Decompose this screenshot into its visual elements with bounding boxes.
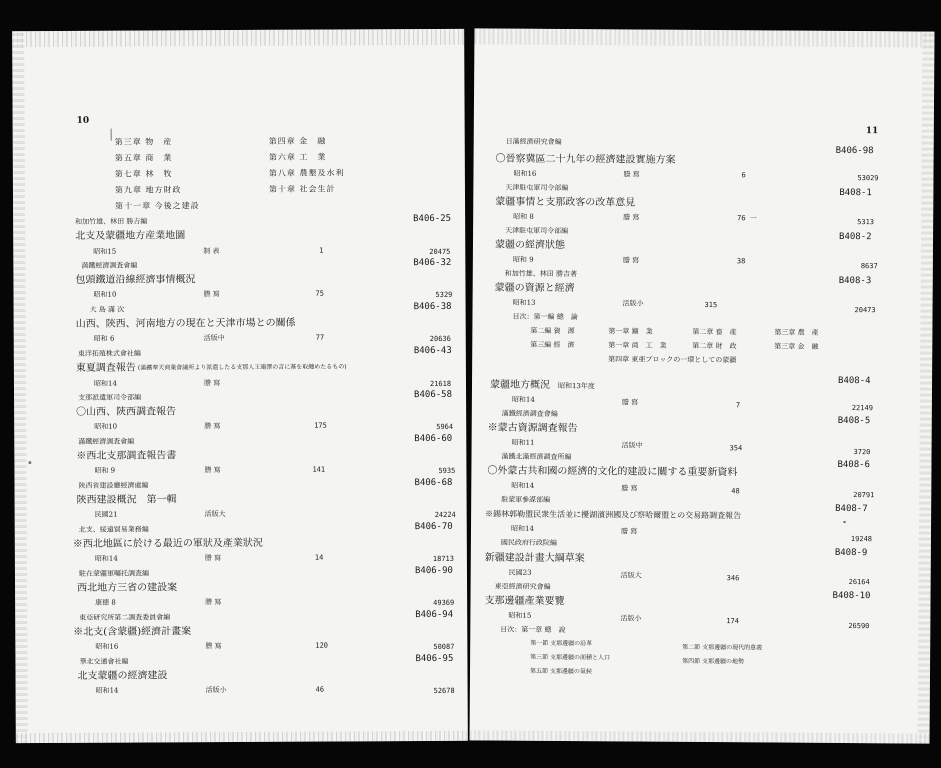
entry-number: 52678 bbox=[433, 686, 455, 695]
catalog-code: B408-9 bbox=[834, 547, 868, 559]
toc-item: 第三章 金 融 bbox=[774, 342, 819, 351]
toc-label: 目次：第一編 總 論 bbox=[512, 312, 578, 322]
toc-item: 第一章 商 工 業 bbox=[608, 341, 667, 350]
entry-note: (滿鐵奉天商業會議所より派遣したる支那人王連澤の言に基を取纏めたるもの) bbox=[137, 363, 347, 372]
entry-pages: 354 bbox=[729, 444, 743, 453]
chapter-item: 第六章 工 業 bbox=[268, 152, 327, 162]
entry-pages: 76 一 bbox=[737, 214, 757, 223]
right-page bbox=[470, 28, 935, 743]
entry-title: 新疆建設計畫大綱草案 bbox=[484, 552, 585, 565]
publisher: 陝西省建設廳經濟處編 bbox=[78, 481, 149, 490]
toc-item: 第二編 資 源 bbox=[530, 326, 575, 336]
toc-item: 第一節 支那邊疆の沿革 bbox=[530, 639, 593, 648]
publisher: 支那派遣軍司令部編 bbox=[78, 393, 142, 402]
publisher: 東亞經濟研究會編 bbox=[494, 582, 551, 591]
entry-title: 包頭鐵道沿線經濟事情概況 bbox=[75, 274, 196, 286]
entry-number: 20475 bbox=[429, 247, 451, 257]
entry-number: 5964 bbox=[436, 422, 454, 431]
catalog-code: B408-6 bbox=[837, 459, 871, 471]
entry-pages: 77 bbox=[315, 333, 325, 342]
catalog-code: B408-5 bbox=[837, 415, 871, 427]
entry-year: 昭和14 bbox=[511, 395, 535, 404]
entry-number: 19248 bbox=[850, 535, 873, 544]
entry-number: 53029 bbox=[857, 174, 879, 183]
entry-year: 昭和14 bbox=[510, 524, 534, 533]
catalog-code: B406-25 bbox=[413, 213, 452, 225]
scan-noise-top bbox=[474, 28, 934, 47]
entry-format: 謄 寫 bbox=[205, 642, 222, 651]
publisher: 東亞研究所第二調査委員會編 bbox=[79, 613, 171, 622]
catalog-code: B406-98 bbox=[835, 145, 874, 157]
publisher: 和加竹雄、林田 勝吉著 bbox=[504, 269, 578, 279]
entry-title: 西北地方三省の建設案 bbox=[77, 582, 178, 594]
entry-number: 20473 bbox=[854, 306, 876, 315]
entry-year: 昭和 9 bbox=[94, 466, 116, 475]
entry-number: 26164 bbox=[848, 578, 870, 587]
publisher: 駐在蒙疆軍囑托調査編 bbox=[78, 569, 150, 578]
entry-year: 昭和14 bbox=[95, 686, 119, 695]
entry-title: 蒙疆の資源と經濟 bbox=[494, 282, 575, 295]
left-page bbox=[12, 29, 468, 743]
entry-year: 昭和 9 bbox=[512, 255, 534, 264]
catalog-code: B406-70 bbox=[414, 521, 453, 533]
entry-number: 49369 bbox=[433, 598, 455, 607]
entry-number: 22149 bbox=[851, 404, 873, 413]
publisher: 滿鐵北滿經濟調査所編 bbox=[501, 452, 572, 462]
chapter-item: 第十一章 今後之建設 bbox=[115, 201, 200, 211]
toc-item: 第二章 畜 產 bbox=[692, 327, 737, 337]
entry-year: 康德 8 bbox=[95, 598, 116, 607]
catalog-code: B408-7 bbox=[835, 503, 868, 515]
publisher: 天津駐屯軍司令部編 bbox=[505, 183, 569, 193]
catalog-code: B406-32 bbox=[413, 257, 452, 269]
catalog-code: B406-38 bbox=[413, 301, 452, 313]
entry-pages: 14 bbox=[314, 553, 324, 562]
entry-year: 昭和16 bbox=[513, 169, 537, 178]
entry-year: 昭和14 bbox=[511, 481, 535, 490]
page-number: 10 bbox=[76, 115, 90, 126]
entry-pages: 48 bbox=[731, 487, 740, 496]
entry-title: 北支及蒙疆地方産業地圖 bbox=[75, 230, 186, 242]
entry-title: 蒙疆地方概況 bbox=[489, 379, 551, 391]
catalog-code: B406-60 bbox=[414, 433, 453, 445]
entry-title: 陝西建設概況 第一輯 bbox=[76, 494, 177, 506]
entry-number: 8637 bbox=[860, 262, 878, 271]
entry-pages: 141 bbox=[312, 465, 326, 474]
entry-number: 3720 bbox=[853, 448, 871, 457]
chapter-item: 第七章 林 牧 bbox=[114, 169, 173, 179]
entry-pages: 174 bbox=[726, 617, 740, 626]
entry-year: 昭和16 bbox=[95, 642, 119, 651]
publisher: 和加竹雄、林田 勝吉編 bbox=[75, 217, 148, 226]
entry-title: 〇山西、陝西調査報告 bbox=[76, 406, 177, 418]
entry-format: 謄 寫 bbox=[621, 484, 638, 493]
entry-pages: 7 bbox=[735, 401, 741, 410]
publisher: 大 島 滿 次 bbox=[89, 305, 125, 314]
publisher: 満鐵經濟調査會編 bbox=[81, 261, 138, 270]
chapter-item: 第五章 商 業 bbox=[114, 153, 173, 163]
scan-noise-side bbox=[12, 31, 28, 743]
entry-year: 昭和15 bbox=[508, 611, 532, 620]
entry-year: 昭和14 bbox=[93, 379, 117, 388]
catalog-code: B406-90 bbox=[414, 565, 453, 577]
publisher: 駐蒙軍參謀部編 bbox=[501, 495, 551, 504]
entry-title: 蒙疆事情と支那政客の改革意見 bbox=[495, 196, 636, 209]
entry-format: 謄 寫 bbox=[204, 422, 221, 431]
entry-format: 謄 寫 bbox=[203, 379, 221, 388]
entry-number: 26590 bbox=[848, 622, 870, 631]
entry-format: 謄 寫 bbox=[622, 256, 640, 265]
entry-title: ※蒙古資源調査報告 bbox=[487, 422, 578, 435]
entry-pages: 120 bbox=[315, 641, 329, 650]
entry-title: 東夏調査報告 bbox=[75, 362, 136, 374]
entry-format: 謄 寫 bbox=[204, 466, 221, 475]
catalog-code: B406-68 bbox=[414, 477, 453, 489]
entry-year: 昭和13 bbox=[512, 298, 536, 307]
entry-year: 昭和11 bbox=[511, 438, 535, 447]
toc-item: 第四節 支那邊疆の地勢 bbox=[682, 657, 745, 666]
entry-pages: 1 bbox=[319, 246, 324, 255]
entry-year: 昭和10 bbox=[94, 422, 118, 431]
entry-format: 謄 寫 bbox=[621, 398, 639, 407]
entry-number: 24224 bbox=[434, 510, 456, 519]
entry-pages: 175 bbox=[314, 421, 327, 430]
scan-speck bbox=[28, 461, 31, 464]
entry-number: 5935 bbox=[438, 466, 456, 475]
toc-item: 第三編 經 濟 bbox=[530, 340, 575, 350]
entry-year: 民國23 bbox=[508, 568, 532, 577]
entry-pages: 6 bbox=[741, 171, 746, 180]
entry-number: 18713 bbox=[432, 554, 455, 563]
entry-number: 50087 bbox=[433, 642, 455, 651]
toc-item: 第一章 鑛 業 bbox=[608, 327, 653, 336]
entry-title: 蒙疆の經濟狀態 bbox=[494, 239, 566, 252]
entry-number: 21618 bbox=[429, 379, 452, 389]
entry-format: 謄 寫 bbox=[623, 213, 640, 222]
publisher: 國民政府行政院編 bbox=[500, 538, 557, 547]
catalog-code: B408-2 bbox=[839, 231, 872, 243]
entry-format: 謄 寫 bbox=[204, 554, 222, 563]
entry-format: 活版小 bbox=[205, 686, 227, 695]
entry-format: 謄 寫 bbox=[623, 170, 640, 179]
publisher: 華北交通會社編 bbox=[79, 657, 129, 666]
entry-title: 山西、陝西、河南地方の現在と天津市場との關係 bbox=[75, 317, 296, 330]
scan-speck bbox=[843, 521, 846, 523]
chapter-item: 第三章 物 産 bbox=[114, 137, 173, 147]
entry-pages: 75 bbox=[315, 289, 324, 298]
entry-number: 20636 bbox=[429, 334, 451, 344]
chapter-item: 第四章 金 融 bbox=[268, 136, 327, 146]
chapter-item: 第八章 農墾及水利 bbox=[268, 168, 345, 178]
entry-title: ※北支(含蒙疆)經濟計畫案 bbox=[73, 626, 192, 638]
toc-item: 第四章 東亜ブロックの一環としての蒙疆 bbox=[608, 355, 737, 365]
entry-title: 〇外蒙古共和國の經濟的文化的建設に關する重要新資料 bbox=[487, 465, 738, 479]
chapter-item: 第十章 社会生計 bbox=[268, 184, 336, 194]
scan-noise-bottom bbox=[470, 730, 930, 743]
scan-noise-bottom bbox=[16, 731, 468, 743]
catalog-code: B408-10 bbox=[832, 590, 871, 602]
entry-pages: 38 bbox=[736, 257, 746, 266]
entry-format: 謄 寫 bbox=[205, 598, 222, 607]
entry-number: 5329 bbox=[435, 290, 453, 299]
catalog-code: B408-4 bbox=[838, 375, 871, 387]
toc-item: 第五節 支那邊疆の氣候 bbox=[529, 667, 592, 676]
entry-number: 20791 bbox=[853, 491, 875, 500]
entry-format: 謄 寫 bbox=[203, 290, 220, 299]
catalog-code: B408-3 bbox=[838, 275, 872, 287]
publisher: 北支、綏遠貿易業務編 bbox=[78, 525, 149, 534]
toc-label: 目次：第一章 總 說 bbox=[500, 625, 566, 635]
publisher: 東洋拓殖株式會社編 bbox=[77, 349, 141, 358]
entry-pages: 46 bbox=[315, 685, 325, 694]
page-number: 11 bbox=[865, 126, 879, 137]
catalog-code: B408-1 bbox=[839, 187, 872, 199]
entry-year: 昭和15 bbox=[93, 247, 117, 256]
catalog-code: B406-43 bbox=[413, 345, 452, 357]
entry-pages: 315 bbox=[704, 301, 718, 310]
entry-title: 〇晉察冀區二十九年の經濟建設實施方案 bbox=[495, 153, 676, 166]
entry-year: 昭和 8 bbox=[513, 212, 534, 221]
entry-subtitle: 昭和13年度 bbox=[557, 381, 595, 391]
catalog-code: B406-94 bbox=[415, 609, 454, 621]
publisher: 天津駐屯軍司令部編 bbox=[505, 226, 569, 236]
entry-format: 活版小 bbox=[620, 614, 642, 623]
publisher: 日滿經濟研究會編 bbox=[505, 137, 562, 147]
catalog-code: B406-58 bbox=[414, 389, 453, 401]
entry-format: 制 表 bbox=[203, 247, 220, 256]
entry-year: 民國21 bbox=[94, 510, 118, 519]
entry-pages: 346 bbox=[726, 574, 740, 583]
entry-year: 昭和10 bbox=[93, 290, 117, 299]
scan-mark bbox=[111, 129, 112, 141]
scan-noise-top bbox=[12, 29, 464, 47]
toc-item: 第三章 農 產 bbox=[774, 328, 819, 337]
entry-title: ※西北支那調査報告書 bbox=[76, 450, 177, 462]
scan-noise-side bbox=[918, 32, 935, 744]
entry-title: ※西北地區に於ける最近の軍狀及產業狀況 bbox=[72, 537, 263, 550]
entry-format: 活版小 bbox=[622, 299, 644, 308]
toc-item: 第二章 財 政 bbox=[692, 341, 737, 351]
entry-year: 昭和 6 bbox=[93, 334, 115, 343]
entry-title: 北支蒙疆の經濟建設 bbox=[77, 670, 168, 682]
entry-number: 5313 bbox=[857, 218, 875, 227]
publisher: 滿鐵經濟調査會編 bbox=[501, 409, 558, 418]
entry-title: ※錫林郭勒盟民衆生活並に擾湖濱洲國及び察哈爾盟との交易路調査報告 bbox=[485, 509, 742, 521]
toc-item: 第三節 支那邊疆の面積と人口 bbox=[530, 653, 611, 662]
entry-year: 昭和14 bbox=[94, 554, 118, 563]
entry-format: 活版中 bbox=[621, 441, 643, 450]
entry-format: 活版大 bbox=[620, 571, 642, 580]
entry-format: 謄 寫 bbox=[620, 527, 638, 536]
entry-title: 支那邊疆產業要覽 bbox=[484, 595, 565, 608]
chapter-item: 第九章 地方財政 bbox=[114, 185, 182, 195]
toc-item: 第二節 支那邊疆の現代的意義 bbox=[682, 643, 763, 652]
publisher: 滿鐵經濟調査會編 bbox=[78, 437, 135, 446]
entry-format: 活版大 bbox=[204, 510, 226, 519]
entry-format: 活版中 bbox=[203, 334, 225, 343]
catalog-code: B406-95 bbox=[415, 653, 454, 665]
